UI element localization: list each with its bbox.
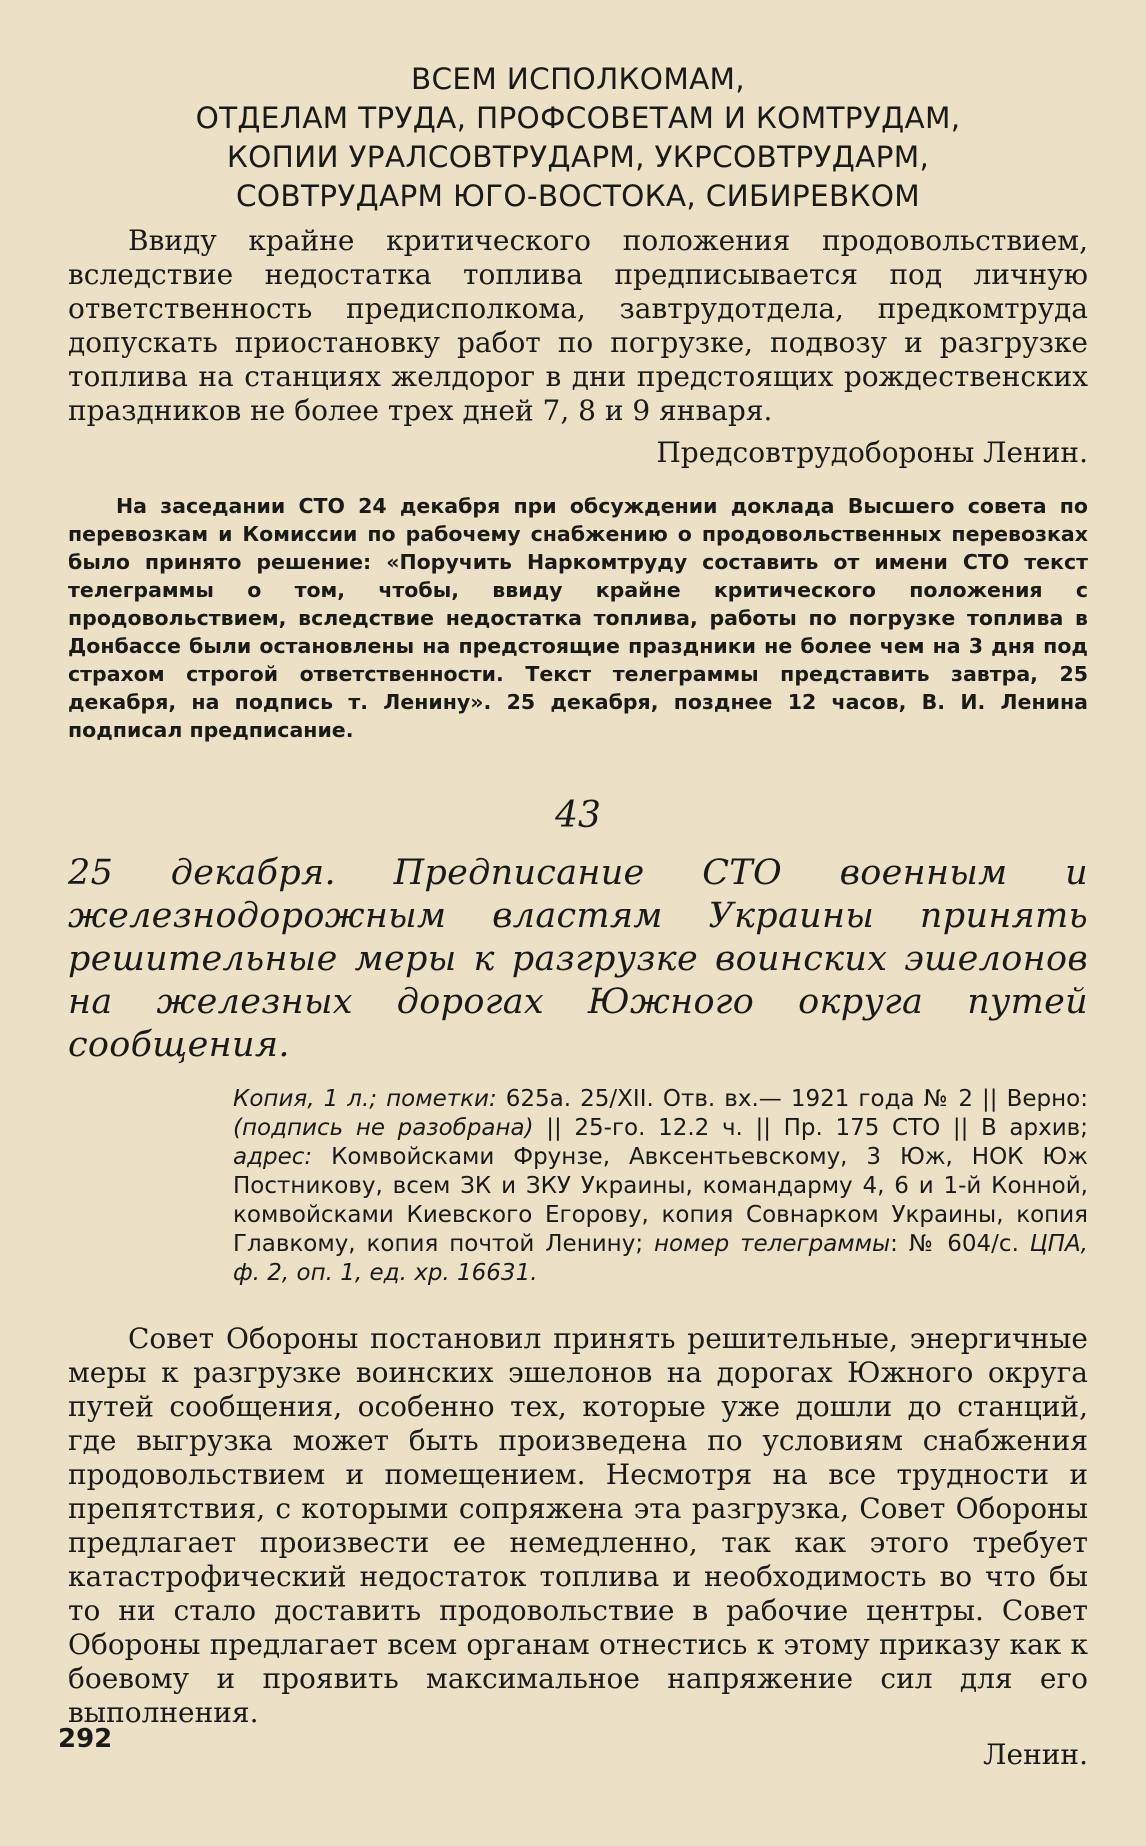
addressee-line: КОПИИ УРАЛСОВТРУДАРМ, УКРСОВТРУДАРМ,: [226, 140, 930, 174]
source-text: 625а. 25/XII. Отв. вх.— 1921 года № 2 || Верно:: [496, 1086, 1088, 1112]
source-archive: ЦПА, ф. 2, оп. 1, ед. хр. 16631.: [233, 1231, 1088, 1286]
addressee-line: СОВТРУДАРМ ЮГО-ВОСТОКА, СИБИРЕВКОМ: [235, 179, 921, 213]
source-text: || 25-го. 12.2 ч. || Пр. 175 СТО || В архив;: [533, 1115, 1088, 1141]
telegram-addressee: [68, 60, 1088, 216]
source-label: (подпись не разобрана): [233, 1115, 534, 1141]
source-text: Комвойсками Фрунзе, Авксентьевскому, 3 Юж, НОК Юж Постникову, всем ЗК и ЗКУ Украины, командарму 4, 6 и 1-й Конной, комвойсками Киевского Егорову, копия Совнарком Украины, копия Главкому, копия почтой Ленину;: [233, 1144, 1088, 1257]
source-text: : № 604/с.: [890, 1231, 1030, 1257]
source-label: номер телеграммы: [654, 1231, 891, 1257]
source-label: адрес:: [233, 1144, 313, 1170]
book-page: [68, 60, 1088, 1772]
document-title: 25 декабря. Предписание СТО военным и железнодорожным властям Украины принять решительные меры к разгрузке воинских эшелонов на железных дорогах Южного округа путей сообщения.: [68, 853, 1088, 1065]
source-label: Копия, 1 л.; пометки:: [233, 1086, 497, 1112]
document-signature: Ленин.: [983, 1738, 1088, 1771]
document-body: Совет Обороны постановил принять решительные, энергичные меры к разгрузке воинских эшелонов на дорогах Южного округа путей сообщения, особенно тех, которые уже дошли до станций, где выгрузка может быть произведена по условиям снабжения продовольствием и помещением. Несмотря на все трудности и препятствия, с которыми сопряжена эта разгрузка, Совет Обороны предлагает произвести ее немедленно, так как этого требует катастрофический недостаток топлива и необходимость во что бы то ни стало доставить продовольствие в рабочие центры. Совет Обороны предлагает всем органам отнестись к этому приказу как к боевому и проявить максимальное напряжение сил для его выполнения.: [68, 1322, 1088, 1729]
telegram-body: Ввиду крайне критического положения продовольствием, вследствие недостатка топлива предписывается под личную ответственность предисполкома, завтрудотдела, предкомтруда допускать приостановку работ по погрузке, подвозу и разгрузке топлива на станциях желдорог в дни предстоящих рождественских праздников не более трех дней 7, 8 и 9 января.: [68, 224, 1088, 427]
editorial-note: На заседании СТО 24 декабря при обсуждении доклада Высшего совета по перевозкам и Комиссии по рабочему снабжению о продовольственных перевозках было принято решение: «Поручить Наркомтруду составить от имени СТО текст телеграммы о том, чтобы, ввиду крайне критического положения с продовольствием, вследствие недостатка топлива, работы по погрузке топлива в Донбассе были остановлены на предстоящие праздники не более чем на 3 дня под страхом строгой ответственности. Текст телеграммы представить завтра, 25 декабря, на подпись т. Ленину». 25 декабря, позднее 12 часов, В. И. Ленина подписал предписание.: [68, 494, 1088, 742]
document-number: 43: [555, 795, 601, 836]
page-number: 292: [58, 1724, 113, 1754]
addressee-line: ОТДЕЛАМ ТРУДА, ПРОФСОВЕТАМ И КОМТРУДАМ,: [195, 101, 961, 135]
telegram-signature: Предсовтрудобороны Ленин.: [656, 436, 1088, 469]
archival-source-note: [233, 1085, 1088, 1288]
addressee-line: ВСЕМ ИСПОЛКОМАМ,: [411, 62, 745, 96]
